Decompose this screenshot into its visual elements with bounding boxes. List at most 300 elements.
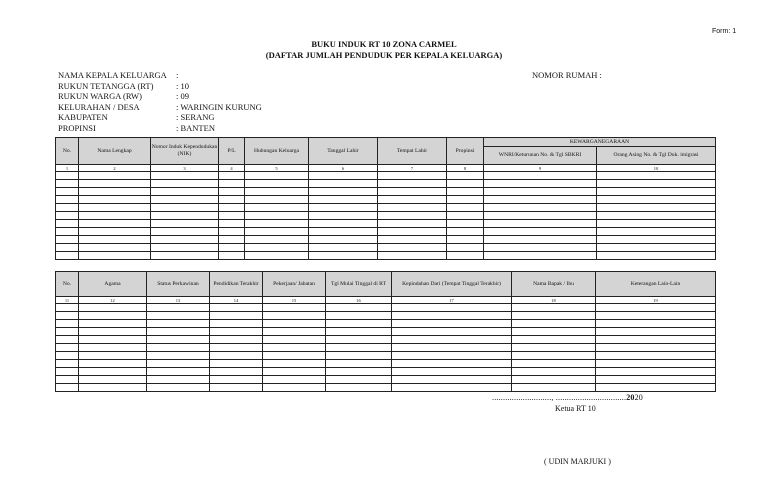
table-cell[interactable] <box>56 220 79 228</box>
table-row <box>56 204 716 212</box>
table-cell[interactable] <box>378 252 447 260</box>
table-cell[interactable] <box>309 220 378 228</box>
info-value: : SERANG <box>176 112 215 122</box>
col-header-tanggal-lahir: Tanggal Lahir <box>309 138 378 165</box>
table-cell[interactable] <box>210 320 263 328</box>
col-header-status-perkawinan: Status Perkawinan <box>147 272 210 297</box>
table-cell[interactable] <box>378 172 447 180</box>
table-cell[interactable] <box>219 204 245 212</box>
info-value: : BANTEN <box>176 122 215 133</box>
col-number: 5 <box>245 165 309 172</box>
col-number: 11 <box>56 297 79 304</box>
info-value: : <box>176 70 179 80</box>
table-cell[interactable] <box>263 312 326 320</box>
table-cell[interactable] <box>447 252 484 260</box>
table-cell[interactable] <box>56 236 79 244</box>
table-row <box>56 312 716 320</box>
table-cell[interactable] <box>79 228 151 236</box>
col-header-hubungan: Hubungan Keluarga <box>245 138 309 165</box>
table-cell[interactable] <box>79 344 147 352</box>
table-cell[interactable] <box>326 376 392 384</box>
table-row <box>56 320 716 328</box>
house-number-label: NOMOR RUMAH : <box>532 70 602 80</box>
table-cell[interactable] <box>147 376 210 384</box>
table-cell[interactable] <box>597 252 716 260</box>
table-cell[interactable] <box>326 360 392 368</box>
col-number: 14 <box>210 297 263 304</box>
table-cell[interactable] <box>597 204 716 212</box>
col-number: 12 <box>79 297 147 304</box>
table-cell[interactable] <box>392 344 512 352</box>
table-cell[interactable] <box>79 196 151 204</box>
table-cell[interactable] <box>245 220 309 228</box>
table-row <box>56 368 716 376</box>
table-cell[interactable] <box>326 336 392 344</box>
column-number-row <box>56 165 716 172</box>
info-row-rt <box>58 81 262 92</box>
table-row <box>56 336 716 344</box>
col-header-keterangan: Keterangan Lain-Lain <box>596 272 716 297</box>
table-cell[interactable] <box>56 376 79 384</box>
table-cell[interactable] <box>326 344 392 352</box>
table-cell[interactable] <box>263 328 326 336</box>
table-cell[interactable] <box>56 360 79 368</box>
year-suffix: 20 <box>634 393 644 402</box>
col-header-wnri: WNRI/Keturunan No. & Tgl SBKRI <box>484 147 597 165</box>
col-header-no: No. <box>56 138 79 165</box>
col-number: 18 <box>512 297 596 304</box>
table-cell[interactable] <box>79 376 147 384</box>
table-cell[interactable] <box>151 212 219 220</box>
table-cell[interactable] <box>512 312 596 320</box>
col-number: 7 <box>378 165 447 172</box>
col-number: 19 <box>596 297 716 304</box>
table-cell[interactable] <box>512 376 596 384</box>
col-number: 16 <box>326 297 392 304</box>
table-cell[interactable] <box>151 236 219 244</box>
table-cell[interactable] <box>56 304 79 312</box>
table-cell[interactable] <box>597 172 716 180</box>
table-cell[interactable] <box>151 252 219 260</box>
table-cell[interactable] <box>512 336 596 344</box>
table-cell[interactable] <box>219 172 245 180</box>
table-cell[interactable] <box>56 244 79 252</box>
col-number: 2 <box>79 165 151 172</box>
table-cell[interactable] <box>263 352 326 360</box>
table-cell[interactable] <box>484 236 597 244</box>
table-cell[interactable] <box>484 180 597 188</box>
table-cell[interactable] <box>447 188 484 196</box>
table-cell[interactable] <box>151 220 219 228</box>
table-cell[interactable] <box>151 172 219 180</box>
table-cell[interactable] <box>596 344 716 352</box>
table-row <box>56 244 716 252</box>
table-cell[interactable] <box>151 204 219 212</box>
info-row-kelurahan <box>58 102 262 113</box>
table-cell[interactable] <box>597 180 716 188</box>
table-cell[interactable] <box>151 228 219 236</box>
col-number: 6 <box>309 165 378 172</box>
table-row <box>56 252 716 260</box>
table-cell[interactable] <box>484 252 597 260</box>
table-row <box>56 236 716 244</box>
col-number: 13 <box>147 297 210 304</box>
table-cell[interactable] <box>392 352 512 360</box>
col-header-nama-orang-tua: Nama Bapak / Ibu <box>512 272 596 297</box>
table-cell[interactable] <box>378 180 447 188</box>
info-value: : 10 <box>176 80 189 91</box>
table-cell[interactable] <box>147 384 210 392</box>
table-cell[interactable] <box>245 228 309 236</box>
table-cell[interactable] <box>79 304 147 312</box>
table-cell[interactable] <box>79 236 151 244</box>
table-cell[interactable] <box>79 252 151 260</box>
col-number: 17 <box>392 297 512 304</box>
table-cell[interactable] <box>263 368 326 376</box>
table-cell[interactable] <box>245 188 309 196</box>
table-cell[interactable] <box>151 196 219 204</box>
date-placeholder: ..........................., ................................ <box>492 393 627 402</box>
table-cell[interactable] <box>484 196 597 204</box>
table-row <box>56 384 716 392</box>
table-cell[interactable] <box>147 320 210 328</box>
table-cell[interactable] <box>597 188 716 196</box>
table-cell[interactable] <box>378 196 447 204</box>
table-cell[interactable] <box>79 220 151 228</box>
table-row <box>56 196 716 204</box>
table-cell[interactable] <box>79 336 147 344</box>
table-cell[interactable] <box>219 244 245 252</box>
table-cell[interactable] <box>447 244 484 252</box>
col-number: 3 <box>151 165 219 172</box>
table-cell[interactable] <box>263 360 326 368</box>
table-row <box>56 344 716 352</box>
table-cell[interactable] <box>79 368 147 376</box>
table-cell[interactable] <box>79 180 151 188</box>
table-cell[interactable] <box>56 188 79 196</box>
table-cell[interactable] <box>147 328 210 336</box>
table-cell[interactable] <box>392 368 512 376</box>
table-cell[interactable] <box>512 320 596 328</box>
info-row-head <box>58 70 262 81</box>
table-cell[interactable] <box>309 204 378 212</box>
table2-empty-rows <box>56 304 716 392</box>
table-cell[interactable] <box>484 188 597 196</box>
table-cell[interactable] <box>147 336 210 344</box>
table-cell[interactable] <box>309 236 378 244</box>
table-cell[interactable] <box>597 196 716 204</box>
table-cell[interactable] <box>597 236 716 244</box>
table-cell[interactable] <box>79 320 147 328</box>
table-cell[interactable] <box>56 252 79 260</box>
table-row <box>56 304 716 312</box>
table-cell[interactable] <box>512 344 596 352</box>
year-prefix: 20 <box>626 393 635 402</box>
info-label: PROPINSI <box>58 122 96 133</box>
table-cell[interactable] <box>210 384 263 392</box>
table-cell[interactable] <box>245 196 309 204</box>
table-cell[interactable] <box>263 320 326 328</box>
table-cell[interactable] <box>147 304 210 312</box>
table-cell[interactable] <box>392 376 512 384</box>
col-header-propinsi: Propinsi <box>447 138 484 165</box>
table-cell[interactable] <box>484 228 597 236</box>
table-cell[interactable] <box>219 228 245 236</box>
col-header-kewarganegaraan: KEWARGANEGARAAN <box>484 138 716 147</box>
table-cell[interactable] <box>79 204 151 212</box>
table-cell[interactable] <box>56 196 79 204</box>
info-label: KELURAHAN / DESA <box>58 101 140 112</box>
table-cell[interactable] <box>309 252 378 260</box>
table-cell[interactable] <box>56 384 79 392</box>
col-number: 15 <box>263 297 326 304</box>
table-cell[interactable] <box>326 352 392 360</box>
table-cell[interactable] <box>326 320 392 328</box>
table-cell[interactable] <box>597 228 716 236</box>
col-header-nama: Nama Lengkap <box>79 138 151 165</box>
table-cell[interactable] <box>378 228 447 236</box>
col-number: 1 <box>56 165 79 172</box>
table-cell[interactable] <box>263 344 326 352</box>
col-header-pekerjaan: Pekerjaan/ Jabatan <box>263 272 326 297</box>
table-cell[interactable] <box>484 172 597 180</box>
col-header-agama: Agama <box>79 272 147 297</box>
table-cell[interactable] <box>219 252 245 260</box>
table-cell[interactable] <box>309 212 378 220</box>
col-header-asing: Orang Asing No. & Tgl Dok. imigrasi <box>597 147 716 165</box>
col-header-no: No. <box>56 272 79 297</box>
table-cell[interactable] <box>309 188 378 196</box>
table-cell[interactable] <box>151 244 219 252</box>
table-cell[interactable] <box>245 172 309 180</box>
table-cell[interactable] <box>392 336 512 344</box>
table-cell[interactable] <box>147 360 210 368</box>
table-cell[interactable] <box>147 312 210 320</box>
table-cell[interactable] <box>219 188 245 196</box>
table-cell[interactable] <box>245 244 309 252</box>
table-row <box>56 228 716 236</box>
table-cell[interactable] <box>597 220 716 228</box>
table-cell[interactable] <box>447 228 484 236</box>
table-cell[interactable] <box>219 220 245 228</box>
table-cell[interactable] <box>56 228 79 236</box>
table-cell[interactable] <box>447 172 484 180</box>
table-cell[interactable] <box>210 368 263 376</box>
table-cell[interactable] <box>392 328 512 336</box>
table-cell[interactable] <box>263 384 326 392</box>
table1-empty-rows <box>56 172 716 260</box>
table-cell[interactable] <box>378 220 447 228</box>
table-cell[interactable] <box>210 376 263 384</box>
table-cell[interactable] <box>597 212 716 220</box>
table-cell[interactable] <box>596 328 716 336</box>
table-cell[interactable] <box>326 384 392 392</box>
table-cell[interactable] <box>596 360 716 368</box>
table-cell[interactable] <box>79 172 151 180</box>
table-row <box>56 360 716 368</box>
table-cell[interactable] <box>596 352 716 360</box>
table-cell[interactable] <box>56 180 79 188</box>
table-cell[interactable] <box>147 344 210 352</box>
table-cell[interactable] <box>512 384 596 392</box>
table-cell[interactable] <box>392 304 512 312</box>
table-cell[interactable] <box>512 368 596 376</box>
table-row <box>56 212 716 220</box>
table-cell[interactable] <box>263 304 326 312</box>
table-cell[interactable] <box>378 236 447 244</box>
info-label: KABUPATEN <box>58 112 108 122</box>
table-cell[interactable] <box>79 188 151 196</box>
table-cell[interactable] <box>309 180 378 188</box>
document-title: BUKU INDUK RT 10 ZONA CARMEL <box>311 39 457 49</box>
table-cell[interactable] <box>596 320 716 328</box>
table-cell[interactable] <box>392 320 512 328</box>
table-cell[interactable] <box>245 212 309 220</box>
table-cell[interactable] <box>79 352 147 360</box>
info-value: : 09 <box>176 91 189 101</box>
table-cell[interactable] <box>245 252 309 260</box>
table-cell[interactable] <box>596 384 716 392</box>
table-cell[interactable] <box>309 244 378 252</box>
info-row-propinsi <box>58 123 262 134</box>
table-cell[interactable] <box>484 220 597 228</box>
table-cell[interactable] <box>309 228 378 236</box>
table-cell[interactable] <box>596 336 716 344</box>
table-cell[interactable] <box>245 236 309 244</box>
table-cell[interactable] <box>484 244 597 252</box>
table-cell[interactable] <box>512 352 596 360</box>
table-cell[interactable] <box>56 320 79 328</box>
table-cell[interactable] <box>309 172 378 180</box>
table-cell[interactable] <box>378 204 447 212</box>
table-cell[interactable] <box>484 212 597 220</box>
table-cell[interactable] <box>210 328 263 336</box>
population-table-part1 <box>55 137 716 260</box>
table-row <box>56 188 716 196</box>
col-number: 10 <box>597 165 716 172</box>
table-cell[interactable] <box>447 236 484 244</box>
table-cell[interactable] <box>210 360 263 368</box>
table-cell[interactable] <box>79 244 151 252</box>
table-row <box>56 376 716 384</box>
table-cell[interactable] <box>326 368 392 376</box>
col-header-tgl-mulai-tinggal: Tgl Mulai Tinggal di RT <box>326 272 392 297</box>
table-cell[interactable] <box>79 360 147 368</box>
table-cell[interactable] <box>147 368 210 376</box>
table-cell[interactable] <box>56 328 79 336</box>
info-label: RUKUN TETANGGA (RT) <box>58 80 154 91</box>
table-cell[interactable] <box>447 196 484 204</box>
table-cell[interactable] <box>378 244 447 252</box>
table-cell[interactable] <box>484 204 597 212</box>
table-cell[interactable] <box>596 368 716 376</box>
table-cell[interactable] <box>596 304 716 312</box>
table-cell[interactable] <box>219 196 245 204</box>
table-row <box>56 352 716 360</box>
table-cell[interactable] <box>378 212 447 220</box>
table-cell[interactable] <box>151 180 219 188</box>
table-cell[interactable] <box>326 328 392 336</box>
table-cell[interactable] <box>79 312 147 320</box>
table-cell[interactable] <box>210 304 263 312</box>
table-cell[interactable] <box>596 312 716 320</box>
table-cell[interactable] <box>56 204 79 212</box>
table-cell[interactable] <box>210 352 263 360</box>
document-subtitle: (DAFTAR JUMLAH PENDUDUK PER KEPALA KELUARGA) <box>265 50 503 60</box>
info-value: : WARINGIN KURUNG <box>176 101 262 112</box>
table-cell[interactable] <box>378 188 447 196</box>
col-header-tempat-lahir: Tempat Lahir <box>378 138 447 165</box>
table-cell[interactable] <box>56 368 79 376</box>
population-table-part2 <box>55 271 716 392</box>
table-cell[interactable] <box>56 172 79 180</box>
col-header-nik: Nomor Induk Kependudukan (NIK) <box>151 138 219 165</box>
table-cell[interactable] <box>245 204 309 212</box>
table-cell[interactable] <box>245 180 309 188</box>
table-cell[interactable] <box>79 212 151 220</box>
table-cell[interactable] <box>447 180 484 188</box>
table-row <box>56 328 716 336</box>
table-cell[interactable] <box>392 360 512 368</box>
table-cell[interactable] <box>447 212 484 220</box>
table-cell[interactable] <box>447 204 484 212</box>
table-cell[interactable] <box>263 376 326 384</box>
table-cell[interactable] <box>56 352 79 360</box>
table-cell[interactable] <box>447 220 484 228</box>
signature-date-line <box>492 393 643 402</box>
info-label: RUKUN WARGA (RW) <box>58 91 142 101</box>
col-header-pendidikan: Pendidikan Terakhir <box>210 272 263 297</box>
table-cell[interactable] <box>210 344 263 352</box>
table-cell[interactable] <box>56 336 79 344</box>
table-cell[interactable] <box>596 376 716 384</box>
col-number: 9 <box>484 165 597 172</box>
table-cell[interactable] <box>597 244 716 252</box>
table-cell[interactable] <box>79 384 147 392</box>
table-cell[interactable] <box>219 180 245 188</box>
signer-role: Ketua RT 10 <box>555 404 596 413</box>
table-cell[interactable] <box>326 304 392 312</box>
table-cell[interactable] <box>263 336 326 344</box>
table-cell[interactable] <box>512 328 596 336</box>
info-label: NAMA KEPALA KELUARGA <box>58 70 167 80</box>
table-cell[interactable] <box>210 312 263 320</box>
info-row-rw <box>58 91 262 102</box>
table-row <box>56 172 716 180</box>
signer-name: ( UDIN MARJUKI ) <box>544 457 611 466</box>
table-cell[interactable] <box>309 196 378 204</box>
table-cell[interactable] <box>56 312 79 320</box>
col-number: 8 <box>447 165 484 172</box>
table-cell[interactable] <box>147 352 210 360</box>
table-cell[interactable] <box>392 384 512 392</box>
table-cell[interactable] <box>56 344 79 352</box>
table-cell[interactable] <box>326 312 392 320</box>
table-cell[interactable] <box>392 312 512 320</box>
table-cell[interactable] <box>151 188 219 196</box>
col-number: 4 <box>219 165 245 172</box>
table-cell[interactable] <box>219 212 245 220</box>
table-cell[interactable] <box>512 304 596 312</box>
table-cell[interactable] <box>210 336 263 344</box>
table-cell[interactable] <box>56 212 79 220</box>
table-cell[interactable] <box>219 236 245 244</box>
info-row-kabupaten <box>58 112 262 123</box>
form-number: Form: 1 <box>712 28 737 35</box>
column-number-row <box>56 297 716 304</box>
table-cell[interactable] <box>79 328 147 336</box>
table-cell[interactable] <box>512 360 596 368</box>
